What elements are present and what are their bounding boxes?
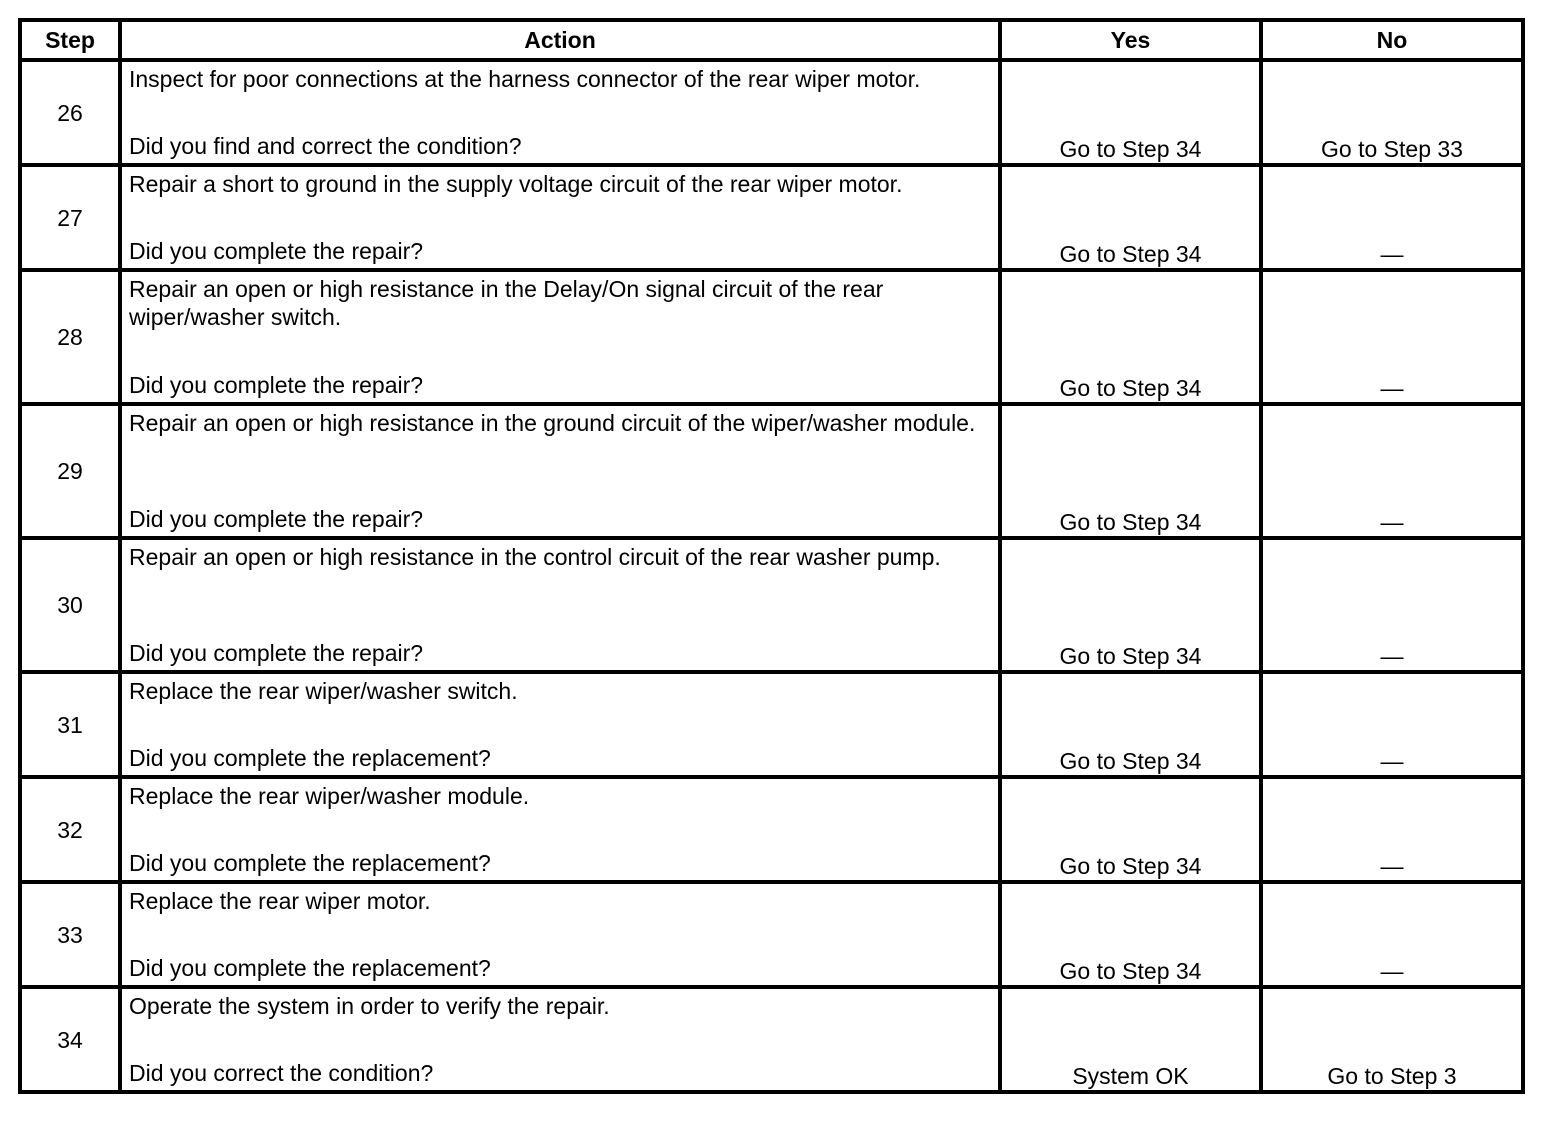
action-question: Did you complete the repair? — [129, 506, 424, 532]
yes-result: Go to Step 34 — [1000, 538, 1261, 672]
step-number: 32 — [20, 777, 120, 882]
action-cell — [120, 60, 1000, 165]
table-row — [20, 672, 1523, 777]
step-number: 33 — [20, 882, 120, 987]
no-result: — — [1261, 672, 1523, 777]
action-instruction: Repair a short to ground in the supply voltage circuit of the rear wiper motor. — [129, 171, 903, 197]
yes-result: Go to Step 34 — [1000, 404, 1261, 538]
step-number: 31 — [20, 672, 120, 777]
yes-result: Go to Step 34 — [1000, 60, 1261, 165]
action-cell — [120, 270, 1000, 404]
action-question: Did you find and correct the condition? — [129, 133, 522, 159]
action-instruction: Repair an open or high resistance in the control circuit of the rear washer pump. — [129, 544, 941, 570]
action-instruction: Operate the system in order to verify the repair. — [129, 993, 610, 1019]
header-step: Step — [20, 20, 120, 60]
action-cell — [120, 882, 1000, 987]
step-number: 34 — [20, 987, 120, 1092]
no-result: — — [1261, 270, 1523, 404]
table-row — [20, 777, 1523, 882]
action-cell — [120, 538, 1000, 672]
action-cell — [120, 404, 1000, 538]
table-row — [20, 270, 1523, 404]
table-row — [20, 404, 1523, 538]
header-row — [20, 20, 1523, 60]
step-number: 27 — [20, 165, 120, 270]
yes-result: System OK — [1000, 987, 1261, 1092]
step-number: 30 — [20, 538, 120, 672]
step-number: 28 — [20, 270, 120, 404]
action-question: Did you complete the replacement? — [129, 850, 491, 876]
no-result: Go to Step 33 — [1261, 60, 1523, 165]
no-result: — — [1261, 882, 1523, 987]
no-result: — — [1261, 777, 1523, 882]
step-number: 26 — [20, 60, 120, 165]
table-row — [20, 882, 1523, 987]
action-cell — [120, 165, 1000, 270]
no-result: Go to Step 3 — [1261, 987, 1523, 1092]
no-result: — — [1261, 538, 1523, 672]
action-instruction: Repair an open or high resistance in the ground circuit of the wiper/washer module. — [129, 410, 976, 436]
action-question: Did you complete the replacement? — [129, 745, 491, 771]
no-result: — — [1261, 165, 1523, 270]
yes-result: Go to Step 34 — [1000, 165, 1261, 270]
action-cell — [120, 672, 1000, 777]
action-instruction: Inspect for poor connections at the harness connector of the rear wiper motor. — [129, 66, 921, 92]
action-instruction: Replace the rear wiper/washer switch. — [129, 678, 518, 704]
yes-result: Go to Step 34 — [1000, 270, 1261, 404]
action-cell — [120, 987, 1000, 1092]
table-row — [20, 987, 1523, 1092]
action-instruction: Repair an open or high resistance in the Delay/On signal circuit of the rear wiper/washer switch. — [129, 276, 884, 330]
action-question: Did you complete the repair? — [129, 238, 424, 264]
header-yes: Yes — [1000, 20, 1261, 60]
yes-result: Go to Step 34 — [1000, 672, 1261, 777]
diagnostic-table — [18, 18, 1525, 1094]
action-question: Did you correct the condition? — [129, 1060, 434, 1086]
action-instruction: Replace the rear wiper motor. — [129, 888, 431, 914]
header-no: No — [1261, 20, 1523, 60]
action-question: Did you complete the repair? — [129, 372, 424, 398]
step-number: 29 — [20, 404, 120, 538]
table-row — [20, 60, 1523, 165]
action-instruction: Replace the rear wiper/washer module. — [129, 783, 530, 809]
action-question: Did you complete the replacement? — [129, 955, 491, 981]
action-question: Did you complete the repair? — [129, 640, 424, 666]
yes-result: Go to Step 34 — [1000, 777, 1261, 882]
action-cell — [120, 777, 1000, 882]
no-result: — — [1261, 404, 1523, 538]
table-row — [20, 165, 1523, 270]
yes-result: Go to Step 34 — [1000, 882, 1261, 987]
header-action: Action — [120, 20, 1000, 60]
table-row — [20, 538, 1523, 672]
